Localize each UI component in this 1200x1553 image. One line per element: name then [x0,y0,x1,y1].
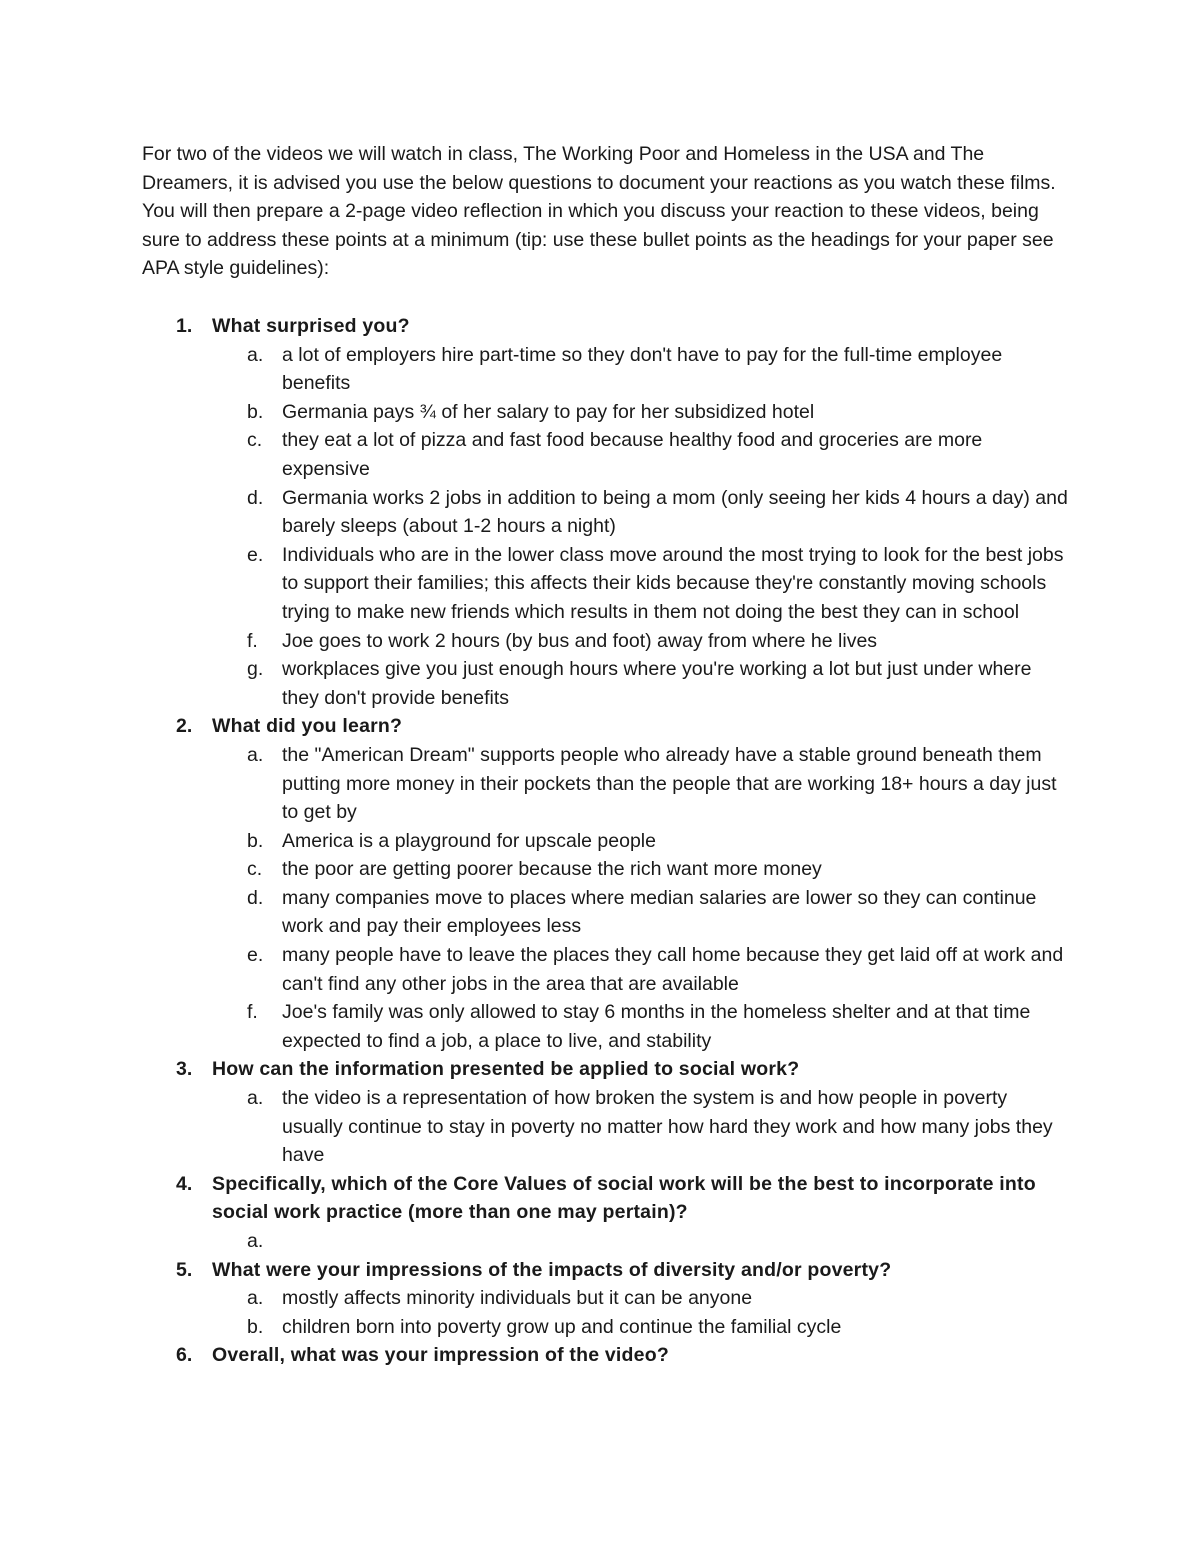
answer-letter: e. [247,543,264,566]
answer-item [212,541,1072,627]
answer-letter: c. [247,858,263,881]
answer-letter: a. [247,1087,264,1110]
intro-paragraph: For two of the videos we will watch in class, The Working Poor and Homeless in the USA and The Dreamers, it is advised you use the below questions to document your reactions as you watch these films. You will then prepare a 2-page video reflection in which you discuss your reaction to these videos, being sure to address these points at a minimum (tip: use these bullet points as the headings for your paper see APA style guidelines): [142,143,1056,280]
answer-item [212,484,1072,541]
answer-text: many companies move to places where median salaries are lower so they can continue work and pay their employees less [282,886,1037,938]
answer-item [212,655,1072,712]
answer-text: a lot of employers hire part-time so they don't have to pay for the full-time employee benefits [282,343,1003,395]
answer-item [212,1284,1072,1313]
question-item [142,1055,1072,1169]
question-heading: What did you learn? [212,715,403,738]
question-number: 2. [176,715,193,738]
question-number: 3. [176,1058,193,1081]
answer-letter: a. [247,1230,264,1252]
answer-item [212,398,1072,427]
answer-letter: a. [247,343,264,366]
question-item [142,1341,1072,1370]
question-item [142,1256,1072,1342]
question-item [142,312,1072,712]
answer-list [212,1084,1072,1170]
answer-item [212,426,1072,483]
answer-list [212,1284,1072,1341]
answer-text: the poor are getting poorer because the rich want more money [282,858,822,881]
answer-text: the "American Dream" supports people who already have a stable ground beneath them putting more money in their pockets than the people that are working 18+ hours a day just to get by [282,743,1057,824]
answer-item [212,941,1072,998]
answer-letter: f. [247,629,258,652]
answer-text: children born into poverty grow up and continue the familial cycle [282,1315,842,1338]
answer-letter: f. [247,1001,258,1024]
question-heading: Specifically, which of the Core Values of social work will be the best to incorporate into social work practice (more than one may pertain)? [212,1172,1036,1224]
question-number: 6. [176,1344,193,1367]
answer-letter: d. [247,886,264,909]
question-number: 1. [176,315,193,337]
answer-text: they eat a lot of pizza and fast food because healthy food and groceries are more expensive [282,429,983,480]
answer-item [212,1227,1072,1256]
answer-text: Germania works 2 jobs in addition to being a mom (only seeing her kids 4 hours a day) and barely sleeps (about 1-2 hours a night) [282,486,1068,538]
answer-text: America is a playground for upscale people [282,829,656,852]
answer-item [212,341,1072,398]
answer-letter: e. [247,944,264,967]
answer-list [212,741,1072,1056]
answer-letter: b. [247,1315,264,1338]
answer-item [212,998,1072,1055]
answer-text: Individuals who are in the lower class move around the most trying to look for the best jobs to support their families; this affects their kids because they're constantly moving schools trying to make new friends which results in them not doing the best they can in school [282,543,1064,623]
answer-letter: d. [247,486,264,509]
answer-letter: a. [247,1287,264,1310]
answer-list [212,341,1072,713]
question-list [142,312,1072,1370]
answer-item [212,627,1072,656]
answer-item [212,1084,1072,1170]
question-heading: What surprised you? [212,315,410,337]
answer-text: the video is a representation of how broken the system is and how people in poverty usually continue to stay in poverty no matter how hard they work and how many jobs they have [282,1087,1053,1167]
answer-letter: b. [247,400,264,423]
answer-item [212,884,1072,941]
answer-letter: g. [247,658,264,681]
answer-text: Germania pays ¾ of her salary to pay for her subsidized hotel [282,400,815,423]
question-item [142,712,1072,1055]
question-heading: Overall, what was your impression of the video? [212,1344,669,1367]
answer-item [212,1313,1072,1342]
answer-text: Joe goes to work 2 hours (by bus and foot) away from where he lives [282,629,878,652]
answer-list [212,1227,1072,1256]
question-heading: How can the information presented be applied to social work? [212,1058,800,1081]
answer-item [212,741,1072,827]
question-heading: What were your impressions of the impacts of diversity and/or poverty? [212,1258,892,1281]
answer-text: mostly affects minority individuals but it can be anyone [282,1287,753,1310]
answer-text: workplaces give you just enough hours where you're working a lot but just under where they don't provide benefits [282,658,1032,709]
question-item [142,1170,1072,1256]
question-number: 5. [176,1258,193,1281]
answer-letter: b. [247,829,264,852]
answer-text: Joe's family was only allowed to stay 6 months in the homeless shelter and at that time expected to find a job, a place to live, and stability [282,1001,1031,1052]
question-number: 4. [176,1172,193,1195]
answer-item [212,827,1072,856]
answer-letter: a. [247,743,264,766]
answer-letter: c. [247,429,263,452]
answer-text: many people have to leave the places they call home because they get laid off at work and can't find any other jobs in the area that are available [282,944,1064,995]
answer-item [212,855,1072,884]
